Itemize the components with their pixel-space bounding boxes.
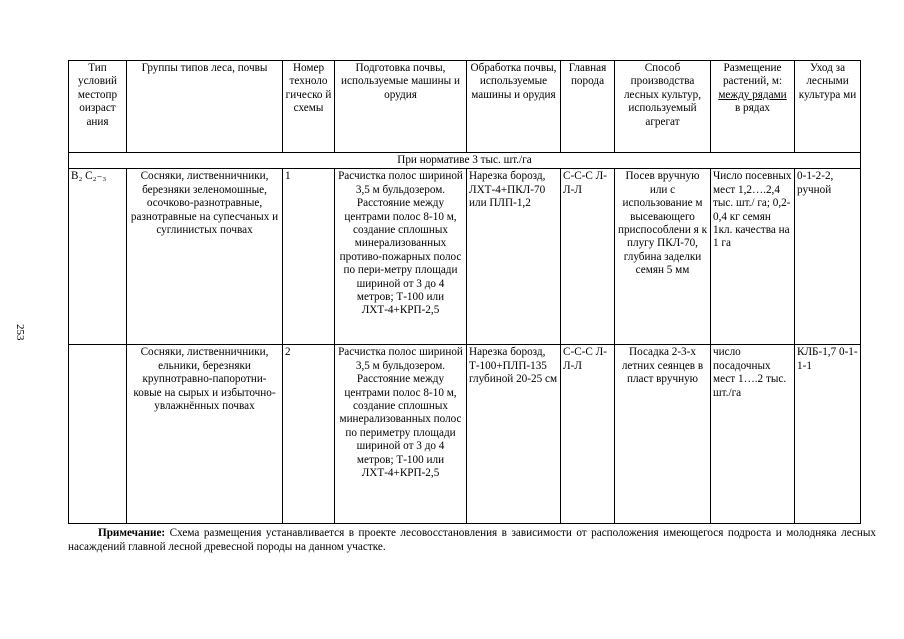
note-label: Примечание: — [98, 527, 166, 539]
cell-care: КЛБ-1,7 0-1-1-1 — [795, 345, 861, 524]
header-placement — [711, 61, 795, 153]
cell-groups: Сосняки, лиственничники, березняки зеленомошные, осочково-разнотравные, разнотравные на супесчаных и суглинистых почвах — [127, 169, 283, 345]
header-breed: Главная порода — [561, 61, 615, 153]
header-placement-c: в рядах — [734, 102, 771, 115]
cell-groups: Сосняки, лиственничники, ельники, березняки крупнотравно-папоротни-ковые на сырых и избыточно-увлажнённых почвах — [127, 345, 283, 524]
cell-scheme: 1 — [283, 169, 335, 345]
header-groups: Группы типов леса, почвы — [127, 61, 283, 153]
header-soil-prep: Подготовка почвы, используемые машины и орудия — [335, 61, 467, 153]
cell-placement: число посадочных мест 1….2 тыс. шт./га — [711, 345, 795, 524]
cell-soil-treat: Нарезка борозд, ЛХТ-4+ПКЛ-70 или ПЛП-1,2 — [467, 169, 561, 345]
table-row — [69, 169, 861, 345]
cell-breed: С-С-С Л-Л-Л — [561, 345, 615, 524]
cell-method: Посев вручную или с использование м высевающего приспособлени я к плугу ПКЛ-70, глубина заделки семян 5 мм — [615, 169, 711, 345]
cell-soil-prep: Расчистка полос шириной 3,5 м бульдозером. Расстояние между центрами полос 8-10 м, создание сплошных минерализованных полос по периметру площади шириной от 3 до 4 метров; Т-100 или ЛХТ-4+КРП-2,5 — [335, 345, 467, 524]
cell-soil-treat: Нарезка борозд, Т-100+ПЛП-135 глубиной 20-25 см — [467, 345, 561, 524]
table-row — [69, 345, 861, 524]
cell-care: 0-1-2-2, ручной — [795, 169, 861, 345]
cell-type — [69, 345, 127, 524]
cell-scheme: 2 — [283, 345, 335, 524]
header-placement-a: Размещение растений, м: — [722, 62, 783, 88]
header-method: Способ производства лесных культур, используемый агрегат — [615, 61, 711, 153]
header-care: Уход за лесными культура ми — [795, 61, 861, 153]
cell-placement: Число посевных мест 1,2….2,4 тыс. шт./ га; 0,2-0,4 кг семян 1кл. качества на 1 га — [711, 169, 795, 345]
header-type: Тип условий местопр оизраст ания — [69, 61, 127, 153]
cell-breed: С-С-С Л-Л-Л — [561, 169, 615, 345]
table-note — [68, 526, 876, 554]
section-title: При нормативе 3 тыс. шт./га — [69, 153, 861, 169]
section-row — [69, 153, 861, 169]
page-number: 253 — [14, 324, 26, 341]
header-scheme: Номер техноло гическо й схемы — [283, 61, 335, 153]
header-soil-treat: Обработка почвы, используемые машины и орудия — [467, 61, 561, 153]
note-text: Схема размещения устанавливается в проекте лесовосстановления в зависимости от расположения имеющегося подроста и молодняка лесных насаждений главной лесной древесной породы на данном участке. — [68, 527, 876, 553]
forest-culture-table — [68, 60, 861, 524]
cell-soil-prep: Расчистка полос шириной 3,5 м бульдозером. Расстояние между центрами полос 8-10 м, создание сплошных минерализованных противо-пожарных полос по пери-метру площади шириной от 3 до 4 метров; Т-100 или ЛХТ-4+КРП-2,5 — [335, 169, 467, 345]
cell-type: B₂ C₂₋₃ — [69, 169, 127, 345]
cell-method: Посадка 2-3-х летних сеянцев в пласт вручную — [615, 345, 711, 524]
header-placement-b: между рядами — [718, 88, 787, 101]
header-row — [69, 61, 861, 153]
